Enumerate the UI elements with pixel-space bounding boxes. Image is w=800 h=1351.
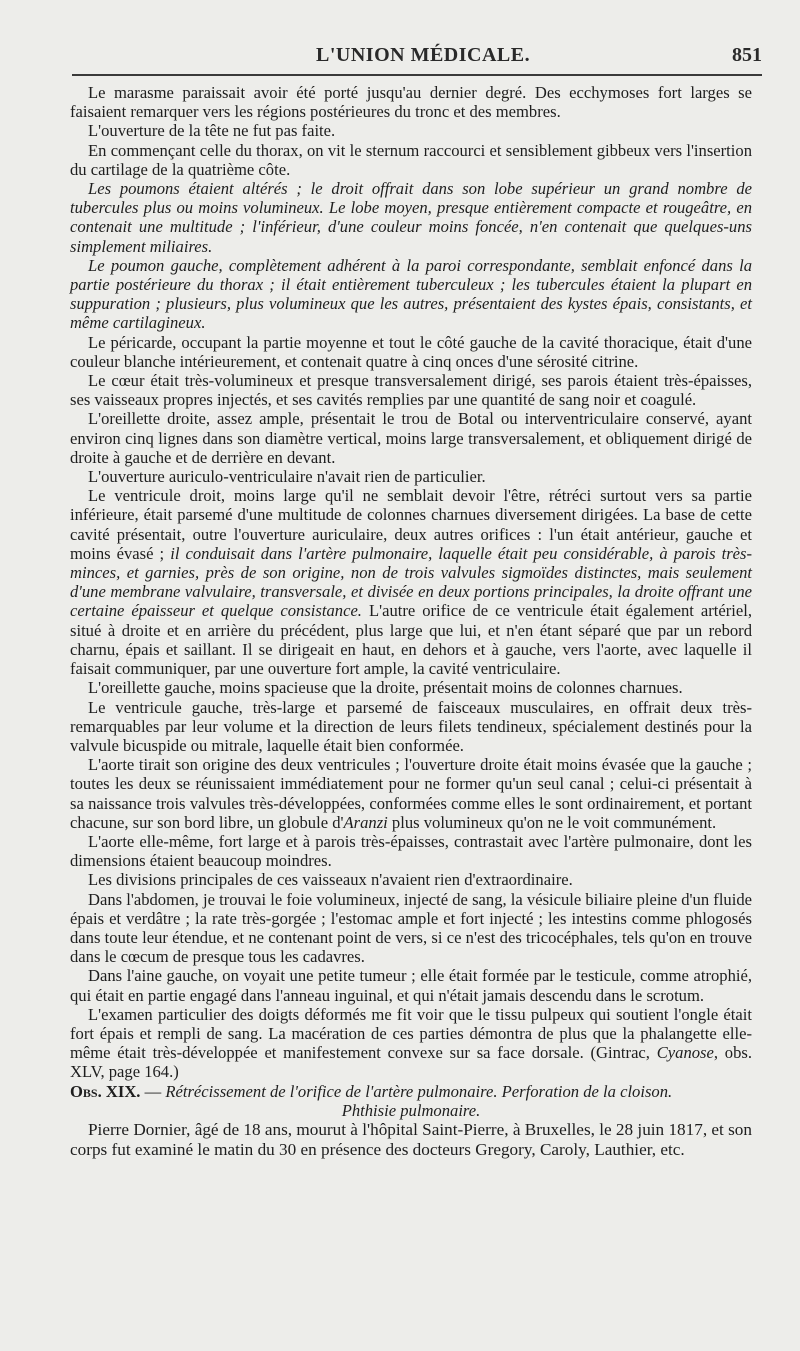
- final-paragraph: Pierre Dornier, âgé de 18 ans, mourut à l'hôpital Saint-Pierre, à Bruxelles, le 28 juin 1817, et son corps fut examiné le matin du 30 en présence des docteurs Gregory, Caroly, Lauthier, etc.: [70, 1119, 752, 1159]
- text-segment: En commençant celle du thorax, on vit le sternum raccourci et sensiblement gibbeux vers l'insertion du cartilage de la quatrième côte.: [70, 140, 752, 179]
- observation-heading: [70, 1082, 752, 1101]
- italic-text-segment: Le poumon gauche, complètement adhérent à la paroi correspondante, semblait enfoncé dans la partie postérieure du thorax ; il était entièrement tuberculeux ; les tubercules étaient la plupart en suppuration ; plusieurs, plus volumineux que les autres, présentaient des kystes épais, consistants, et même cartilagineux.: [70, 255, 752, 333]
- text-segment: Les divisions principales de ces vaisseaux n'avaient rien d'extraordinaire.: [88, 870, 573, 890]
- text-segment: L'aorte tirait son origine des deux ventricules ; l'ouverture droite était moins évasée que la gauche ; toutes les deux se réunissaient immédiatement pour ne former qu'un seul canal ; celui-ci présentait à sa naissance trois valvules très-développées, conformées comme elles le sont ordinairement, et portant chacune, sur son bord libre, un globule d': [70, 755, 752, 832]
- case-report-paragraphs: [70, 83, 752, 1082]
- running-head: [70, 44, 762, 74]
- text-segment: L'oreillette droite, assez ample, présentait le trou de Botal ou interventriculaire conservé, ayant environ cinq lignes dans son diamètre vertical, moins large transversalement, et obliquement dirigé de droite à gauche et de derrière en devant.: [70, 409, 752, 467]
- text-segment: Le ventricule gauche, très-large et parsemé de faisceaux musculaires, en offrait deux très-remarquables par leur volume et la direction de leurs filets tendineux, spécialement destinés pour la valvule bicuspide ou mitrale, laquelle était bien conformée.: [70, 697, 752, 755]
- paragraph: [70, 1005, 752, 1082]
- journal-title: L'UNION MÉDICALE.: [316, 44, 531, 66]
- italic-text-segment: Les poumons étaient altérés ; le droit offrait dans son lobe supérieur un grand nombre de tubercules plus ou moins volumineux. Le lobe moyen, presque entièrement compacte et rougeâtre, en contenait une multitude ; l'inférieur, d'une couleur moins foncée, n'en contenait que quelques-uns simplement miliaires.: [70, 179, 752, 256]
- paragraph: [70, 121, 752, 140]
- paragraph: [70, 698, 752, 756]
- italic-text-segment: Aranzi: [343, 812, 388, 832]
- body-text: [70, 83, 752, 1160]
- observation-subtitle: Phthisie pulmonaire.: [341, 1100, 481, 1120]
- text-segment: Dans l'abdomen, je trouvai le foie volumineux, injecté de sang, la vésicule biliaire pleine d'un fluide épais et verdâtre ; la rate très-gorgée ; l'estomac ample et fort injecté ; les intestins comme phlogosés dans toute leur étendue, et ne contenant point de vers, si ce n'est des tricocéphales, tels qu'on en trouve dans le cœcum de presque tous les cadavres.: [70, 889, 752, 967]
- text-segment: L'ouverture auriculo-ventriculaire n'avait rien de particulier.: [88, 467, 486, 487]
- paragraph: [70, 966, 752, 1004]
- final-section: [70, 1120, 752, 1160]
- paragraph: [70, 832, 752, 870]
- paragraph: [70, 371, 752, 409]
- text-segment: L'autre orifice de ce ventricule était également artériel, situé à droite et en arrière du précédent, plus large que lui, et n'en étant séparé que par un rebord charnu, épais et saillant. Il se dirigeait en haut, en dehors et à gauche, vers l'aorte, avec laquelle il faisait communiquer, par une ouverture fort ample, la cavité ventriculaire.: [70, 601, 752, 679]
- text-segment: Le marasme paraissait avoir été porté jusqu'au dernier degré. Des ecchymoses fort larges se faisaient remarquer vers les régions postérieures du tronc et des membres.: [70, 83, 752, 122]
- observation-dash: —: [140, 1081, 166, 1101]
- text-segment: , obs. XLV, page 164.): [70, 1043, 752, 1082]
- observation-label: Obs. XIX.: [70, 1081, 141, 1101]
- paragraph: [70, 179, 752, 256]
- paragraph: [70, 141, 752, 179]
- text-segment: L'oreillette gauche, moins spacieuse que la droite, présentait moins de colonnes charnues.: [88, 678, 683, 698]
- italic-text-segment: il conduisait dans l'artère pulmonaire, laquelle était peu considérable, à parois très-minces, et garnies, près de son origine, non de trois valvules sigmoïdes distinctes, mais seulement d'une membrane valvulaire, transversale, et divisée en deux portions principales, la droite offrant une certaine épaisseur et quelque consistance.: [70, 543, 752, 621]
- page-number: 851: [732, 44, 762, 66]
- italic-text-segment: Cyanose: [656, 1043, 714, 1063]
- paragraph: [70, 256, 752, 333]
- paragraph: [70, 755, 752, 832]
- text-segment: L'aorte elle-même, fort large et à parois très-épaisses, contrastait avec l'artère pulmonaire, dont les dimensions étaient beaucoup moindres.: [70, 831, 752, 871]
- paragraph: [70, 409, 752, 467]
- text-segment: Le cœur était très-volumineux et presque transversalement dirigé, ses parois étaient très-épaisses, ses vaisseaux propres injectés, et ses cavités remplies par une quantité de sang noir et coagulé.: [70, 371, 752, 410]
- text-segment: L'examen particulier des doigts déformés me fit voir que le tissu pulpeux qui soutient l'ongle était fort épais et rempli de sang. La macération de ces parties démontra de plus que la phalangette elle-même était très-développée et manifestement convexe sur sa face dorsale. (Gintrac,: [70, 1004, 752, 1063]
- text-segment: plus volumineux qu'on ne le voit communément.: [387, 812, 717, 832]
- paragraph: [70, 83, 752, 121]
- text-segment: L'ouverture de la tête ne fut pas faite.: [88, 121, 336, 141]
- paragraph: [70, 486, 752, 678]
- paragraph: [70, 333, 752, 371]
- text-segment: Le péricarde, occupant la partie moyenne et tout le côté gauche de la cavité thoracique, était d'une couleur blanche intérieurement, et contenait quatre à cinq onces d'une sérosité citrine.: [70, 332, 752, 371]
- paragraph: [70, 890, 752, 967]
- text-segment: Le ventricule droit, moins large qu'il ne semblait devoir l'être, rétréci surtout vers sa partie inférieure, était parsemé d'une multitude de colonnes charnues diversement dirigées. La base de cette cavité présentait, outre l'ouverture auriculaire, deux autres orifices : l'un était antérieur, gauche et moins évasé ;: [70, 486, 752, 563]
- paragraph: [70, 870, 752, 889]
- paragraph: [70, 678, 752, 697]
- paragraph: [70, 467, 752, 486]
- header-rule: [72, 74, 762, 76]
- observation-title: Rétrécissement de l'orifice de l'artère pulmonaire. Perforation de la cloison.: [165, 1081, 673, 1101]
- text-segment: Dans l'aine gauche, on voyait une petite tumeur ; elle était formée par le testicule, comme atrophié, qui était en partie engagé dans l'anneau inguinal, et qui n'était jamais descendu dans le scrotum.: [70, 966, 752, 1005]
